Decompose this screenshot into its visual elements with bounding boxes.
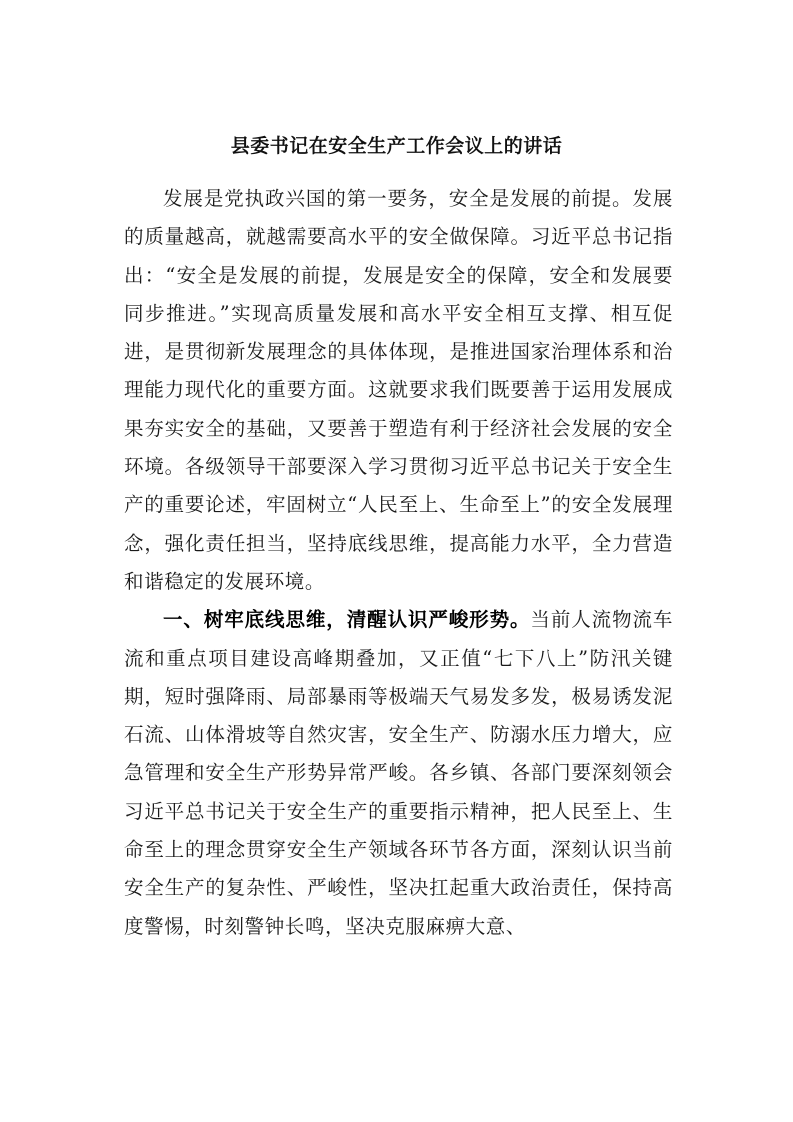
paragraph-intro [124,180,673,601]
paragraph-section-1 [124,601,673,946]
paragraph-text: 发展是党执政兴国的第一要务，安全是发展的前提。发展的质量越高，就越需要高水平的安全做保障。习近平总书记指出：“安全是发展的前提，发展是安全的保障，安全和发展要同步推进。”实现高质量发展和高水平安全相互支撑、相互促进，是贯彻新发展理念的具体体现，是推进国家治理体系和治理能力现代化的重要方面。这就要求我们既要善于运用发展成果夯实安全的基础，又要善于塑造有利于经济社会发展的安全环境。各级领导干部要深入学习贯彻习近平总书记关于安全生产的重要论述，牢固树立“人民至上、生命至上”的安全发展理念，强化责任担当，坚持底线思维，提高能力水平，全力营造和谐稳定的发展环境。 [124,187,673,593]
section-heading: 一、树牢底线思维，清醒认识严峻形势。 [163,608,531,632]
page-title: 县委书记在安全生产工作会议上的讲话 [230,135,563,157]
document-body [124,180,673,946]
paragraph-text: 当前人流物流车流和重点项目建设高峰期叠加，又正值“七下八上”防汛关键期，短时强降雨、局部暴雨等极端天气易发多发，极易诱发泥石流、山体滑坡等自然灾害，安全生产、防溺水压力增大，应急管理和安全生产形势异常严峻。各乡镇、各部门要深刻领会习近平总书记关于安全生产的重要指示精神，把人民至上、生命至上的理念贯穿安全生产领域各环节各方面，深刻认识当前安全生产的复杂性、严峻性，坚决扛起重大政治责任，保持高度警惕，时刻警钟长鸣，坚决克服麻痹大意、 [124,608,673,938]
